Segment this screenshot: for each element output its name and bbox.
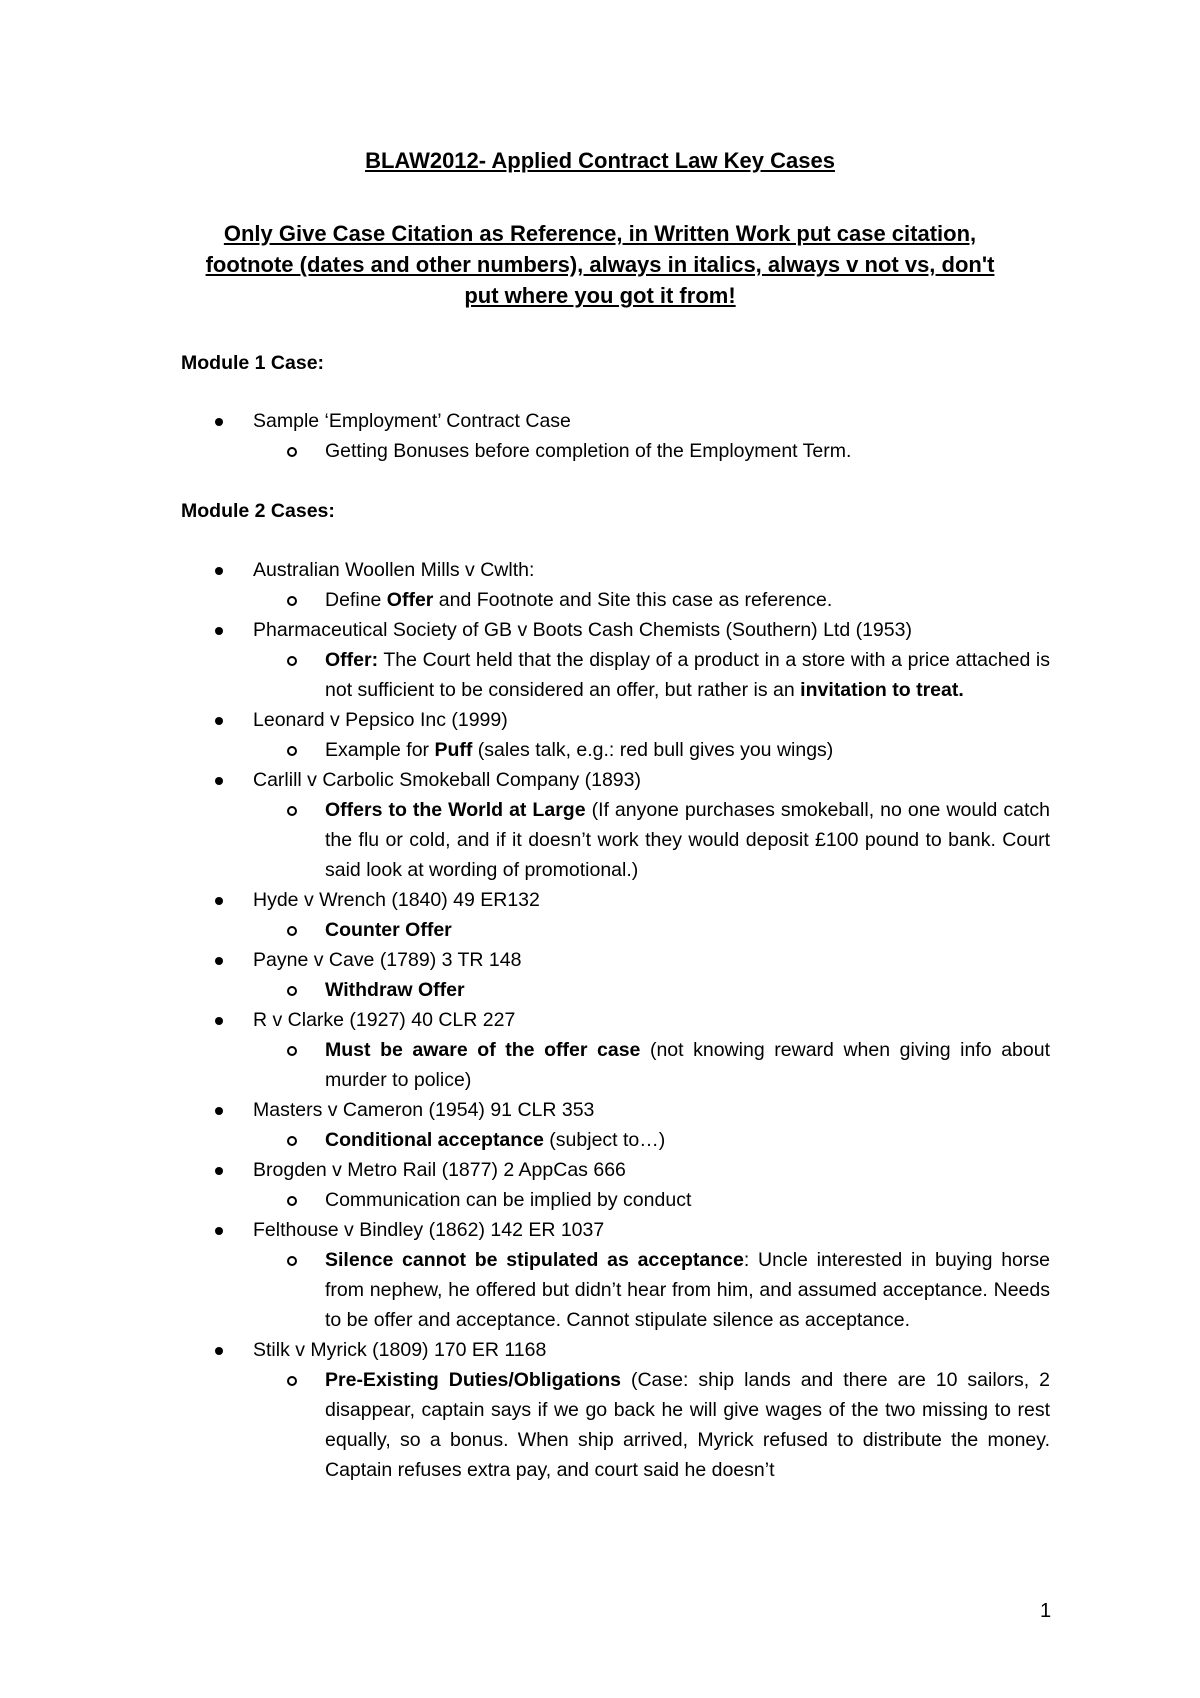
note-key-term: Withdraw Offer: [325, 979, 465, 1001]
case-item: [0, 1335, 1053, 1365]
bullet-icon: [215, 1227, 223, 1235]
case-name: Felthouse v Bindley (1862) 142 ER 1037: [253, 1219, 605, 1241]
case-name: Australian Woollen Mills v Cwlth:: [253, 559, 535, 581]
note-key-term: Conditional acceptance: [325, 1129, 544, 1151]
case-item: [0, 555, 1053, 585]
note-text: (sales talk, e.g.: red bull gives you wings): [472, 739, 834, 761]
note-key-term: Must be aware of the offer case: [325, 1039, 641, 1061]
case-name: Carlill v Carbolic Smokeball Company (1893): [253, 769, 641, 791]
note-text: and Footnote and Site this case as reference.: [433, 589, 833, 611]
circle-bullet-icon: [287, 1196, 297, 1206]
case-item: [0, 885, 1053, 915]
bullet-icon: [215, 1017, 223, 1025]
note-text: (not knowing reward when giving info about murder to police): [325, 1039, 1050, 1091]
case-note: [0, 1035, 1050, 1095]
bullet-icon: [215, 1167, 223, 1175]
case-note: [0, 915, 1050, 945]
case-name: Pharmaceutical Society of GB v Boots Cash Chemists (Southern) Ltd (1953): [253, 619, 912, 641]
bullet-icon: [215, 1107, 223, 1115]
bullet-icon: [215, 1347, 223, 1355]
note-text: The Court held that the display of a product in a store with a price attached is not sufficient to be considered an offer, but rather is an: [325, 649, 1050, 701]
bullet-icon: [215, 717, 223, 725]
note-text: (subject to…): [543, 1129, 666, 1151]
case-note: [0, 585, 1050, 615]
note-text: (Case: ship lands and there are 10 sailors, 2 disappear, captain says if we go back he will give wages of the two missing to rest equally, so a bonus. When ship arrived, Myrick refused to distribute the money. Captain refuses extra pay, and court said he doesn’t: [325, 1369, 1050, 1481]
circle-bullet-icon: [287, 656, 297, 666]
circle-bullet-icon: [287, 447, 297, 457]
circle-bullet-icon: [287, 1256, 297, 1266]
note-key-term: Silence cannot be stipulated as acceptance: [325, 1249, 744, 1271]
case-name: Hyde v Wrench (1840) 49 ER132: [253, 889, 540, 911]
case-name: Leonard v Pepsico Inc (1999): [253, 709, 508, 731]
case-note: [0, 1245, 1050, 1335]
note-text: Communication can be implied by conduct: [325, 1189, 692, 1211]
circle-bullet-icon: [287, 926, 297, 936]
case-note: [0, 436, 1050, 466]
case-item: [0, 1005, 1053, 1035]
bullet-icon: [215, 897, 223, 905]
instruction-line: footnote (dates and other numbers), always in italics, always v not vs, don't: [205, 252, 995, 277]
case-name: R v Clarke (1927) 40 CLR 227: [253, 1009, 516, 1031]
module-1-list: [0, 406, 1200, 466]
case-item: [0, 615, 1053, 645]
note-key-term: Offer:: [325, 649, 379, 671]
case-note: [0, 1185, 1050, 1215]
case-note: [0, 795, 1050, 885]
case-note: [0, 1365, 1050, 1485]
instruction-line: Only Give Case Citation as Reference, in Written Work put case citation,: [223, 221, 977, 246]
circle-bullet-icon: [287, 1136, 297, 1146]
case-note: [0, 735, 1050, 765]
case-item: [0, 945, 1053, 975]
circle-bullet-icon: [287, 1046, 297, 1056]
circle-bullet-icon: [287, 1376, 297, 1386]
case-name: Sample ‘Employment’ Contract Case: [253, 410, 571, 432]
note-key-term: Offers to the World at Large: [325, 799, 586, 821]
page-number: 1: [1040, 1600, 1052, 1622]
note-key-term: invitation to treat.: [800, 679, 964, 701]
case-item: [0, 765, 1053, 795]
case-name: Payne v Cave (1789) 3 TR 148: [253, 949, 522, 971]
note-text: Define: [325, 589, 387, 611]
circle-bullet-icon: [287, 806, 297, 816]
instruction-line: put where you got it from!: [464, 283, 736, 308]
note-text: : Uncle interested in buying horse from nephew, he offered but didn’t hear from him, and assumed acceptance. Needs to be offer and acceptance. Cannot stipulate silence as acceptance.: [325, 1249, 1050, 1331]
circle-bullet-icon: [287, 746, 297, 756]
case-item: [0, 1095, 1053, 1125]
case-item: [0, 1155, 1053, 1185]
case-name: Masters v Cameron (1954) 91 CLR 353: [253, 1099, 595, 1121]
document-title: BLAW2012- Applied Contract Law Key Cases: [365, 148, 835, 173]
case-note: [0, 975, 1050, 1005]
bullet-icon: [215, 627, 223, 635]
case-note: [0, 1125, 1050, 1155]
module-2-list: [0, 555, 1200, 1485]
note-text: Example for: [325, 739, 435, 761]
note-key-term: Pre-Existing Duties/Obligations: [325, 1369, 622, 1391]
note-text: Getting Bonuses before completion of the Employment Term.: [325, 440, 852, 462]
note-text: (If anyone purchases smokeball, no one would catch the flu or cold, and if it doesn’t work they would deposit £100 pound to bank. Court said look at wording of promotional.): [325, 799, 1051, 881]
case-name: Brogden v Metro Rail (1877) 2 AppCas 666: [253, 1159, 626, 1181]
case-item: [0, 705, 1053, 735]
circle-bullet-icon: [287, 596, 297, 606]
citation-instructions: [150, 218, 1050, 311]
case-item: [0, 1215, 1053, 1245]
case-note: [0, 645, 1050, 705]
bullet-icon: [215, 418, 223, 426]
bullet-icon: [215, 777, 223, 785]
note-key-term: Puff: [434, 739, 473, 761]
circle-bullet-icon: [287, 986, 297, 996]
note-key-term: Offer: [386, 589, 434, 611]
case-name: Stilk v Myrick (1809) 170 ER 1168: [253, 1339, 547, 1361]
note-key-term: Counter Offer: [325, 919, 452, 941]
module-2-heading: Module 2 Cases:: [181, 500, 335, 522]
module-1-heading: Module 1 Case:: [181, 352, 325, 374]
bullet-icon: [215, 567, 223, 575]
bullet-icon: [215, 957, 223, 965]
case-item: [0, 406, 1053, 436]
